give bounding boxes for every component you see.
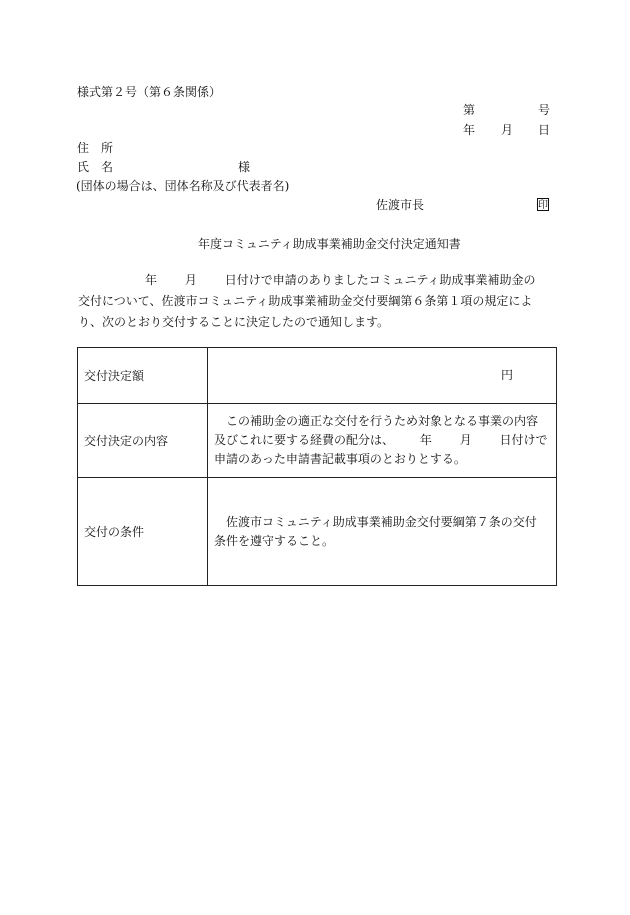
table-row-amount <box>78 348 557 404</box>
address-label: 住 所 <box>77 141 114 155</box>
conditions-line-2: 条件を遵守すること。 <box>214 533 335 548</box>
date-day: 日 <box>538 123 551 137</box>
issuer-title: 佐渡市長 <box>376 198 425 212</box>
date-month: 月 <box>501 123 514 137</box>
content-line-2 <box>214 431 550 450</box>
content-line-2-month: 月 <box>459 433 472 447</box>
conditions-line-1: 佐渡市コミュニティ助成事業補助金交付要綱第７条の交付 <box>226 514 537 529</box>
content-line-1: この補助金の適正な交付を行うため対象となる事業の内容 <box>226 414 539 428</box>
date-year: 年 <box>463 123 476 137</box>
body-line-3: り、次のとおり交付することに決定したので通知します。 <box>78 315 390 329</box>
conditions-cell <box>208 478 557 586</box>
name-label: 氏 名 <box>77 160 114 174</box>
content-line-2-year: 年 <box>419 433 432 447</box>
group-note: (団体の場合は、団体名称及び代表者名) <box>76 179 290 193</box>
content-label: 交付決定の内容 <box>78 404 208 478</box>
amount-value-cell <box>208 348 557 404</box>
body-line-2: 交付について、佐渡市コミュニティ助成事業補助金交付要綱第６条第１項の規定によ <box>78 294 533 308</box>
body-paragraph <box>78 270 558 333</box>
document-title: 年度コミュニティ助成事業補助金交付決定通知書 <box>198 237 461 251</box>
body-year: 年 <box>145 273 158 287</box>
amount-label: 交付決定額 <box>78 348 208 404</box>
doc-number-suffix: 号 <box>538 103 551 117</box>
seal-mark: 印 <box>538 200 548 211</box>
conditions-label: 交付の条件 <box>78 478 208 586</box>
body-line-1 <box>78 270 558 291</box>
table-row-conditions <box>78 478 557 586</box>
doc-number-prefix: 第 <box>463 103 476 117</box>
content-line-2b: 日付けで <box>499 433 548 447</box>
content-cell <box>208 404 557 478</box>
decision-table <box>77 347 557 586</box>
body-text-1: 日付けで申請のありましたコミュニティ助成事業補助金の <box>224 273 536 287</box>
amount-unit: 円 <box>501 368 514 382</box>
body-month: 月 <box>184 273 197 287</box>
honorific: 様 <box>238 160 251 174</box>
content-line-3: 申請のあった申請書記載事項のとおりとする。 <box>214 452 466 466</box>
form-number: 様式第２号（第６条関係） <box>77 85 222 99</box>
table-row-content <box>78 404 557 478</box>
content-line-2a: 及びこれに要する経費の配分は、 <box>214 433 395 447</box>
